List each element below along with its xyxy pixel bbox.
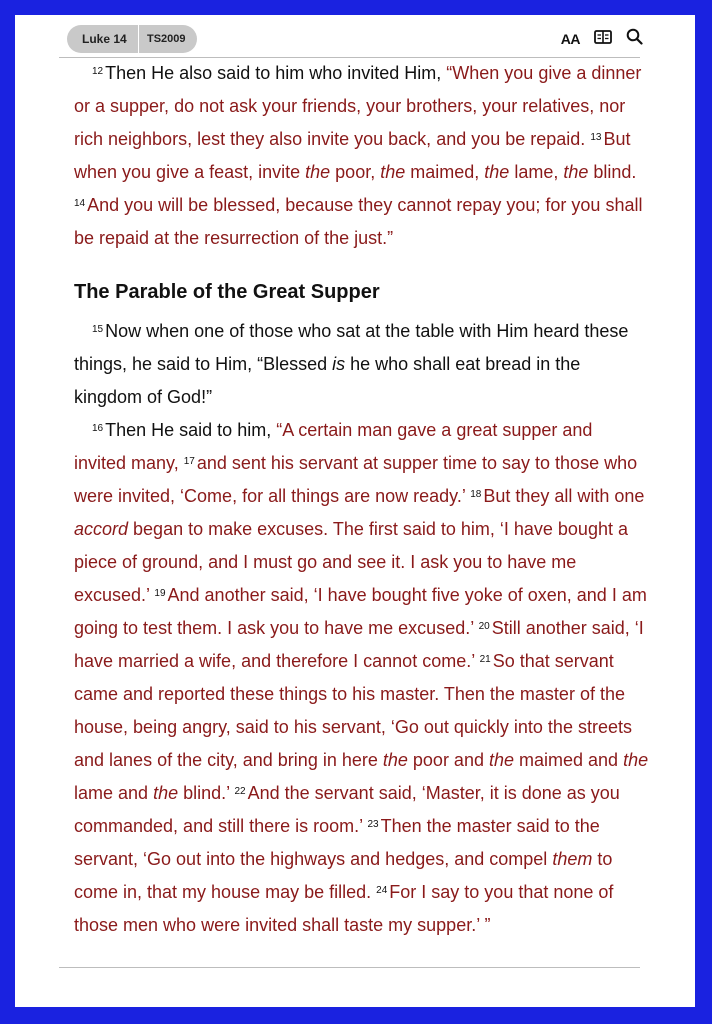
- paragraph-verses-16-24: $^{16}$ Then He said to him, “A certain man gave a great supper and invited many, $^{17}$ and sent his servant at supper time to say to those who were invited, ‘Come, for all things are now ready.’ $^{18}$ But they all with one accord began to make excuses. The first said to him, ‘I have bought a piece of ground, and I must go and see it. I ask you to have me excused.’ $^{19}$ And another said, ‘I have bought five yoke of oxen, and I am going to test them. I ask you to have me excused.’ $^{20}$ Still another said, ‘I have married a wife, and therefore I cannot come.’ $^{21}$ So that servant came and reported these things to his master. Then the master of the house, being angry, said to his servant, ‘Go out quickly into the streets and lanes of the city, and bring in here the poor and the maimed and the lame and the blind.’ $^{22}$ And the servant said, ‘Master, it is done as you commanded, and still there is room.’ $^{23}$ Then the master said to the servant, ‘Go out into the highways and hedges, and compel them to come in, that my house may be filled. $^{24}$ For I say to you that none of those men who were invited shall taste my supper.’ ”: [74, 420, 649, 935]
- verse-number: 20: [478, 621, 490, 632]
- toolbar-icons: [561, 28, 643, 50]
- paragraph-verses-12-14: $^{12}$ Then He also said to him who invited Him, “When you give a dinner or a supper, do not ask your friends, your brothers, your relatives, nor rich neighbors, lest they also invite you back, and you be repaid. $^{13}$ But when you give a feast, invite the poor, the maimed, the lame, the blind. $^{14}$ And you will be blessed, because they cannot repay you; for you shall be repaid at the resurrection of the just.”: [74, 63, 643, 248]
- verse-number: 14: [74, 198, 86, 209]
- verse-number: 12: [92, 66, 104, 77]
- verse-number: 13: [590, 132, 602, 143]
- verse-number: 15: [92, 324, 104, 335]
- search-icon[interactable]: [626, 28, 643, 50]
- verse-number: 18: [470, 489, 482, 500]
- reader-window: [15, 15, 695, 1007]
- paragraph-verse-15: $^{15}$ Now when one of those who sat at the table with Him heard these things, he said to Him, “Blessed is he who shall eat bread in the kingdom of God!”: [74, 321, 629, 407]
- verse-number: 21: [479, 654, 491, 665]
- bottom-divider: [59, 967, 640, 968]
- verse-number: 19: [154, 588, 166, 599]
- verse-number: 24: [376, 885, 388, 896]
- book-chapter-button[interactable]: Luke 14: [67, 25, 139, 53]
- reference-selector: [67, 25, 197, 53]
- verse-number: 22: [234, 786, 246, 797]
- section-heading: The Parable of the Great Supper: [74, 281, 380, 303]
- verse-number: 23: [367, 819, 379, 830]
- version-button[interactable]: TS2009: [147, 33, 186, 45]
- font-size-icon[interactable]: AA: [560, 31, 580, 47]
- parallel-view-icon[interactable]: [594, 30, 612, 49]
- verse-number: 16: [92, 423, 104, 434]
- chapter-text: [74, 57, 649, 967]
- verse-number: 17: [183, 456, 195, 467]
- top-toolbar: [15, 15, 695, 57]
